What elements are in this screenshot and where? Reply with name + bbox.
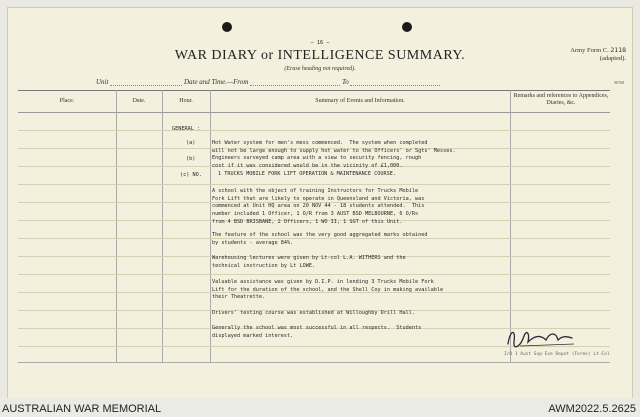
entry-feature: The feature of the school was the very good aggregated marks obtained by students - average 84%.: [212, 232, 428, 246]
general-label: GENERAL :: [172, 126, 201, 132]
form-subtitle: (Erase heading not required).: [284, 66, 356, 72]
footer-institution: AUSTRALIAN WAR MEMORIAL: [2, 403, 162, 415]
date-time-label: Date and Time.—From: [183, 78, 249, 86]
punch-hole-right: [402, 22, 412, 32]
column-date: Date.: [132, 98, 146, 104]
header-bottom-border: [18, 112, 610, 113]
entry-engineers: Engineers surveyed camp area with a view to security fencing, rough cost if it was considered would be in the vicinity of £1,000.: [212, 155, 422, 169]
unit-label: Unit: [96, 78, 109, 86]
column-hour: Hour.: [179, 98, 193, 104]
army-form-note: (adapted).: [599, 55, 626, 62]
marker-a: (a): [186, 140, 196, 146]
army-form-text: Army Form C.: [570, 47, 609, 54]
footer-bar: [0, 398, 640, 417]
entry-lectures: Warehousing lectures were given by Lt-col L.A. WITHERS and the technical instruction by Lt LOWE.: [212, 255, 406, 269]
entry-conclusion: Generally the school was most successful in all respects. Students displayed marked interest.: [212, 325, 422, 339]
print-code: 96768: [614, 80, 624, 85]
table-top-border: [18, 90, 610, 91]
to-label: To: [341, 78, 349, 86]
entry-hot-water: Hot Water system for men's mess commenced. The system when completed will not be large enough to supply hot water to the Officers' or Sgts' Messes.: [212, 140, 456, 154]
marker-b: (b): [186, 156, 196, 162]
entry-assistance: Valuable assistance was given by D.I.P. in lending 3 Trucks Mobile Fork Lift for the duration of the school, and the Shell Coy in making available their Theatrette.: [212, 279, 444, 301]
column-summary: Summary of Events and Information.: [315, 98, 405, 104]
form-title: WAR DIARY or INTELLIGENCE SUMMARY.: [174, 48, 466, 63]
punch-hole-left: [222, 22, 232, 32]
entry-school: A school with the object of training Instructors for Trucks Mobile Fork Lift that are likely to operate in Queensland and Victoria, was commenced at Unit HQ area on 20 NOV 44 - 18 students attended. This number included 1 Officer, 1 O/R from 3 AUST BSD MELBOURNE, 6 O/Rs from 4 BSD BRISBANE, 2 Officers, 1 WO II, 1 SGT of this Unit.: [212, 188, 425, 225]
page-number: – 16 –: [310, 40, 330, 46]
entry-course-heading: 1 TRUCKS MOBILE FORK LIFT OPERATION & MAINTENANCE COURSE.: [218, 171, 397, 177]
column-place: Place.: [59, 98, 75, 104]
army-form-number: 2118: [610, 46, 626, 54]
unit-stamp: I/O 1 Aust Sup Exe Depot (Forms) Lt-Col: [504, 352, 610, 357]
entry-drivers: Drivers' testing course was established at Willoughby Drill Hall.: [212, 310, 416, 316]
unit-date-line: [96, 78, 440, 86]
marker-c: (c) NO.: [180, 172, 202, 178]
army-form-label: [570, 46, 626, 63]
column-remarks: Remarks and references to Appendices, Diaries, &c.: [513, 93, 609, 106]
signature-mark: [500, 322, 590, 356]
footer-accession: AWM2022.5.2625: [548, 403, 636, 415]
